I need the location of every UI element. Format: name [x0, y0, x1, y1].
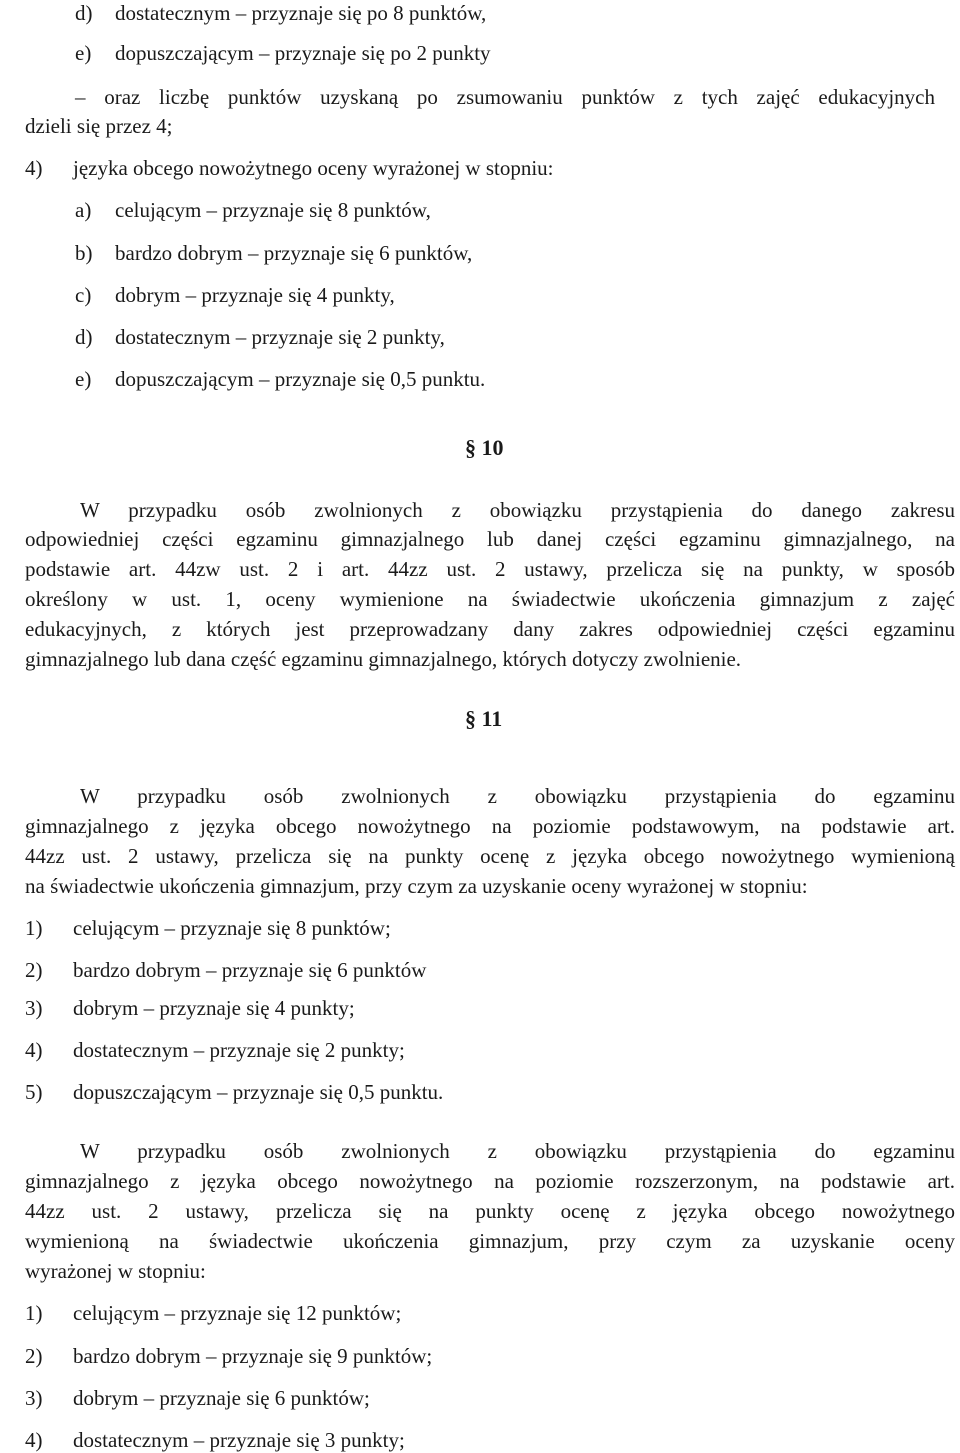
list-text: celującym – przyznaje się 12 punktów;: [73, 1301, 402, 1325]
list-item: [75, 324, 445, 350]
list-item: [75, 366, 486, 392]
list-text: dostatecznym – przyznaje się 2 punkty,: [115, 325, 445, 349]
list-label: c): [75, 283, 92, 307]
list-item: [25, 1385, 370, 1411]
list-item: [25, 1300, 402, 1326]
list-text: dobrym – przyznaje się 6 punktów;: [73, 1386, 370, 1410]
list-label: d): [75, 325, 93, 349]
list-label: d): [75, 1, 93, 25]
list-label: 2): [25, 958, 43, 982]
list-label: 5): [25, 1080, 43, 1104]
list-label: b): [75, 241, 93, 265]
list-item: [25, 1037, 405, 1063]
list-label: 4): [25, 1038, 43, 1062]
list-item: [25, 915, 391, 941]
list-text: dostatecznym – przyznaje się 3 punkty;: [73, 1428, 405, 1452]
list-text: dostatecznym – przyznaje się 2 punkty;: [73, 1038, 405, 1062]
list-text: dobrym – przyznaje się 4 punkty;: [73, 996, 355, 1020]
list-item: [25, 155, 554, 181]
list-item: [75, 282, 395, 308]
paragraph-line: 44zz ust. 2 ustawy, przelicza się na punkty ocenę z języka obcego nowożytnego: [25, 1199, 955, 1223]
paragraph-line: edukacyjnych, z których jest przeprowadzany dany zakres odpowiedniej części egzaminu: [25, 617, 955, 641]
list-item: [25, 995, 355, 1021]
list-label: 2): [25, 1344, 43, 1368]
paragraph-line: gimnazjalnego z języka obcego nowożytnego na poziomie rozszerzonym, na podstawie art.: [25, 1169, 955, 1193]
list-item: [75, 197, 431, 223]
paragraph-line: wymienioną na świadectwie ukończenia gimnazjum, przy czym za uzyskanie oceny: [25, 1229, 955, 1253]
paragraph-line: 44zz ust. 2 ustawy, przelicza się na punkty ocenę z języka obcego nowożytnego wymienioną: [25, 844, 955, 868]
list-label: e): [75, 41, 92, 65]
list-text: dobrym – przyznaje się 4 punkty,: [115, 283, 395, 307]
list-text: dopuszczającym – przyznaje się 0,5 punktu.: [115, 367, 486, 391]
list-text: języka obcego nowożytnego oceny wyrażonej w stopniu:: [73, 156, 554, 180]
paragraph-line: W przypadku osób zwolnionych z obowiązku przystąpienia do egzaminu: [80, 1139, 955, 1163]
list-label: e): [75, 367, 92, 391]
note-line: – oraz liczbę punktów uzyskaną po zsumowaniu punktów z tych zajęć edukacyjnych: [75, 85, 935, 109]
list-text: celującym – przyznaje się 8 punktów,: [115, 198, 431, 222]
paragraph-line: gimnazjalnego lub dana część egzaminu gimnazjalnego, których dotyczy zwolnienie.: [25, 647, 742, 671]
list-item: [25, 1079, 444, 1105]
list-label: 4): [25, 1428, 43, 1452]
list-item: [75, 40, 491, 66]
paragraph-line: W przypadku osób zwolnionych z obowiązku przystąpienia do danego zakresu: [80, 498, 955, 522]
note-line: dzieli się przez 4;: [25, 114, 173, 138]
list-item: [75, 240, 473, 266]
list-label: a): [75, 198, 92, 222]
paragraph-line: określony w ust. 1, oceny wymienione na świadectwie ukończenia gimnazjum z zajęć: [25, 587, 955, 611]
list-label: 1): [25, 916, 43, 940]
list-text: dopuszczającym – przyznaje się po 2 punkty: [115, 41, 491, 65]
section-heading: § 10: [465, 435, 504, 460]
list-text: bardzo dobrym – przyznaje się 6 punktów,: [115, 241, 473, 265]
list-label: 3): [25, 1386, 43, 1410]
list-text: bardzo dobrym – przyznaje się 6 punktów: [73, 958, 427, 982]
list-text: dopuszczającym – przyznaje się 0,5 punktu.: [73, 1080, 444, 1104]
list-text: celującym – przyznaje się 8 punktów;: [73, 916, 391, 940]
paragraph-line: na świadectwie ukończenia gimnazjum, przy czym za uzyskanie oceny wyrażonej w stopniu:: [25, 874, 808, 898]
paragraph-line: wyrażonej w stopniu:: [25, 1259, 206, 1283]
paragraph-line: W przypadku osób zwolnionych z obowiązku przystąpienia do egzaminu: [80, 784, 955, 808]
paragraph-line: podstawie art. 44zw ust. 2 i art. 44zz ust. 2 ustawy, przelicza się na punkty, w sposób: [25, 557, 955, 581]
list-item: [25, 1343, 433, 1369]
section-heading: § 11: [465, 706, 503, 731]
list-text: dostatecznym – przyznaje się po 8 punktów,: [115, 1, 487, 25]
list-label: 4): [25, 156, 43, 180]
list-item: [25, 1427, 405, 1453]
paragraph-line: odpowiedniej części egzaminu gimnazjalnego lub danej części egzaminu gimnazjalnego, na: [25, 527, 955, 551]
list-label: 1): [25, 1301, 43, 1325]
list-label: 3): [25, 996, 43, 1020]
list-item: [25, 957, 427, 983]
paragraph-line: gimnazjalnego z języka obcego nowożytnego na poziomie podstawowym, na podstawie art.: [25, 814, 955, 838]
list-item: [75, 0, 487, 26]
list-text: bardzo dobrym – przyznaje się 9 punktów;: [73, 1344, 433, 1368]
